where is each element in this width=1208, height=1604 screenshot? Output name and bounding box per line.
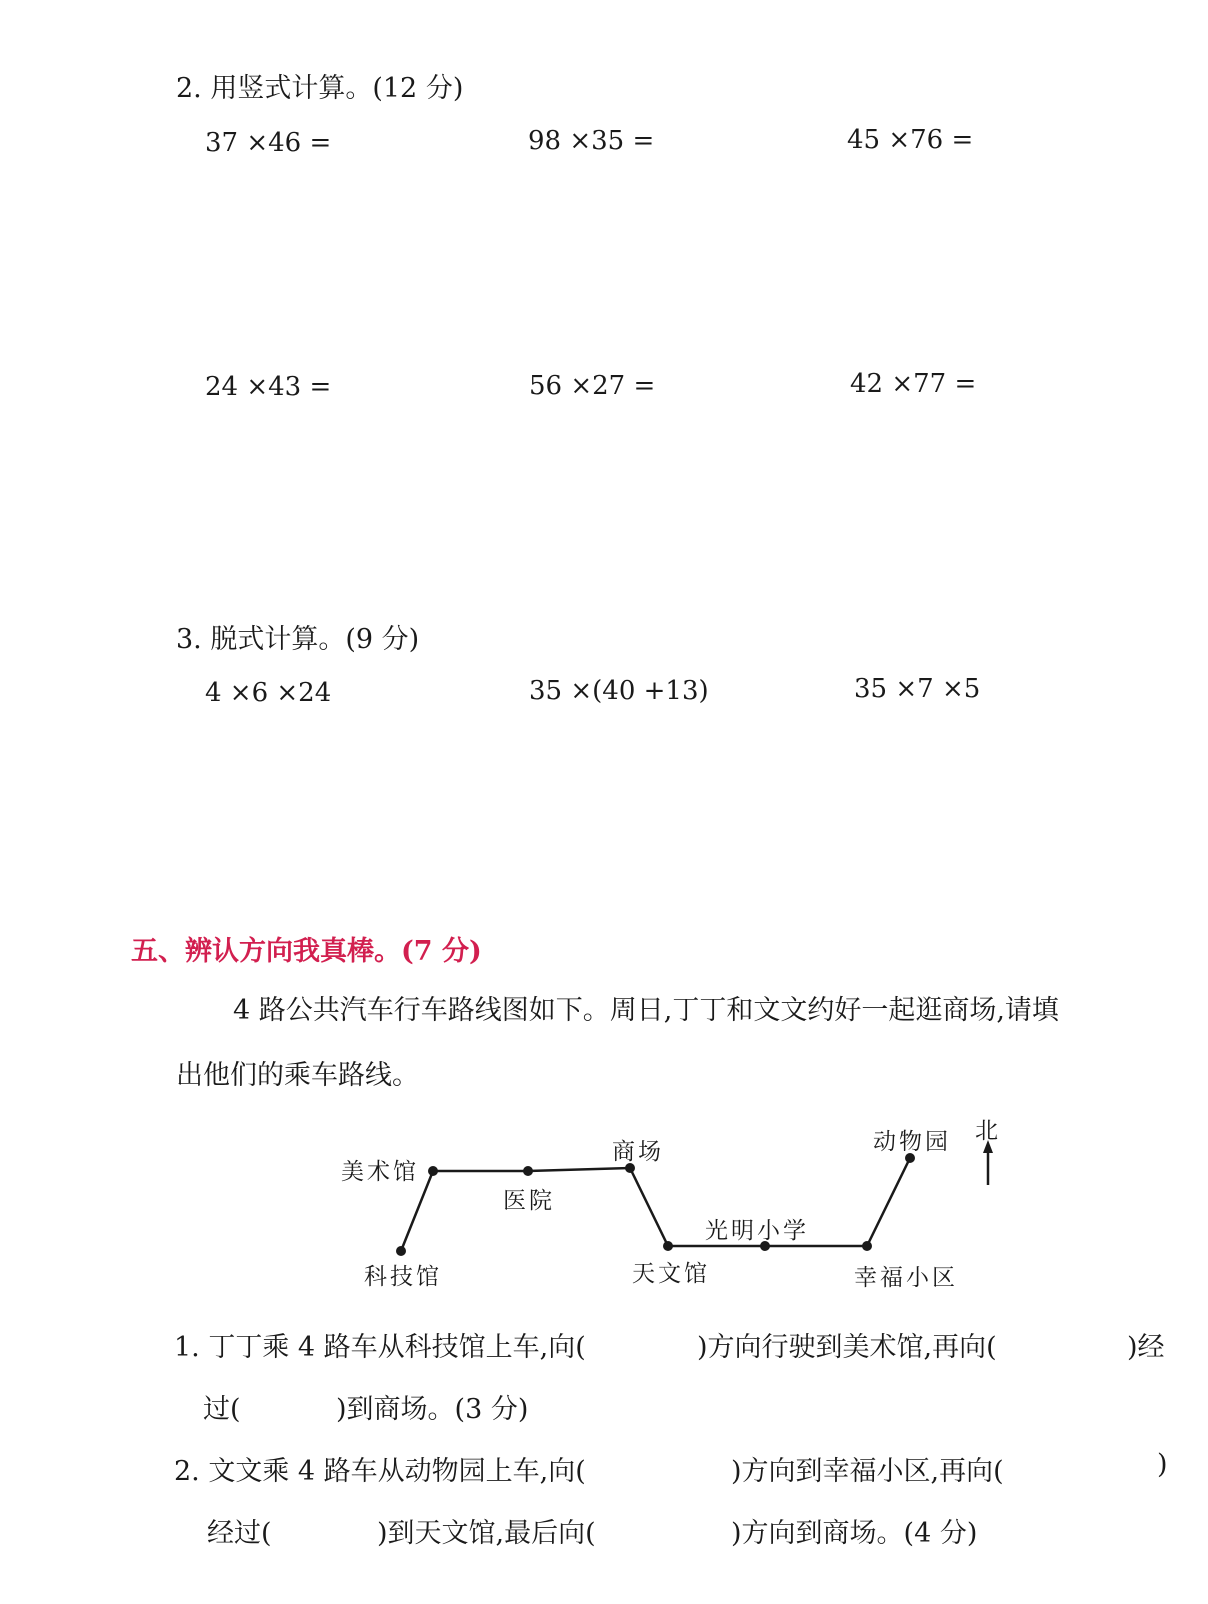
stop-dot-tianwen [663, 1241, 673, 1251]
q2-expr-2: 98 ×35 = [528, 126, 655, 156]
sub-q1-line1-part-a: 1. 丁丁乘 4 路车从科技馆上车,向( [174, 1332, 586, 1363]
q3-expr-2: 35 ×(40 +13) [529, 676, 709, 706]
sub-q2-line2-part-a: 经过( [207, 1518, 272, 1549]
label-keji: 科技馆 [364, 1264, 442, 1290]
sub-q1-line1-part-c: )经 [1127, 1332, 1165, 1363]
sub-q1-line2-part-a: 过( [203, 1394, 241, 1425]
label-shangchang: 商场 [612, 1139, 664, 1165]
section-5-title: 五、辨认方向我真棒。(7 分) [131, 936, 482, 967]
stop-dot-yiyuan [523, 1166, 533, 1176]
label-meishu: 美术馆 [341, 1159, 419, 1185]
section-5-intro-line-2: 出他们的乘车路线。 [176, 1060, 419, 1091]
sub-q1-line2-part-b: )到商场。(3 分) [336, 1394, 529, 1425]
label-xingfu: 幸福小区 [854, 1265, 958, 1291]
sub-q1-line1-part-b: )方向行驶到美术馆,再向( [697, 1332, 997, 1363]
section-5-intro-line-1: 4 路公共汽车行车路线图如下。周日,丁丁和文文约好一起逛商场,请填 [233, 995, 1059, 1026]
q2-title: 2. 用竖式计算。(12 分) [176, 73, 464, 104]
q2-expr-4: 24 ×43 = [205, 372, 332, 402]
label-yiyuan: 医院 [503, 1188, 555, 1214]
sub-q2-line1-part-a: 2. 文文乘 4 路车从动物园上车,向( [174, 1456, 586, 1487]
label-tianwen: 天文馆 [632, 1261, 710, 1287]
stop-dot-meishu [428, 1166, 438, 1176]
sub-q2-line2-part-b: )到天文馆,最后向( [377, 1518, 596, 1549]
q3-expr-1: 4 ×6 ×24 [205, 678, 332, 708]
q2-expr-6: 42 ×77 = [850, 369, 977, 399]
q2-expr-1: 37 ×46 = [205, 128, 332, 158]
label-guangming: 光明小学 [705, 1218, 809, 1244]
q2-expr-5: 56 ×27 = [529, 371, 656, 401]
q3-expr-3: 35 ×7 ×5 [854, 674, 981, 704]
sub-q2-line2-part-c: )方向到商场。(4 分) [731, 1518, 978, 1549]
sub-q2-line1-part-b: )方向到幸福小区,再向( [731, 1456, 1004, 1487]
sub-q2-line1-part-c: ) [1157, 1449, 1168, 1480]
q2-expr-3: 45 ×76 = [847, 125, 974, 155]
stop-dot-keji [396, 1246, 406, 1256]
label-dongwu: 动物园 [873, 1129, 951, 1155]
q3-title: 3. 脱式计算。(9 分) [176, 624, 420, 655]
bus-route-line [401, 1158, 910, 1251]
stop-dot-xingfu [862, 1241, 872, 1251]
label-north: 北 [975, 1118, 1001, 1144]
